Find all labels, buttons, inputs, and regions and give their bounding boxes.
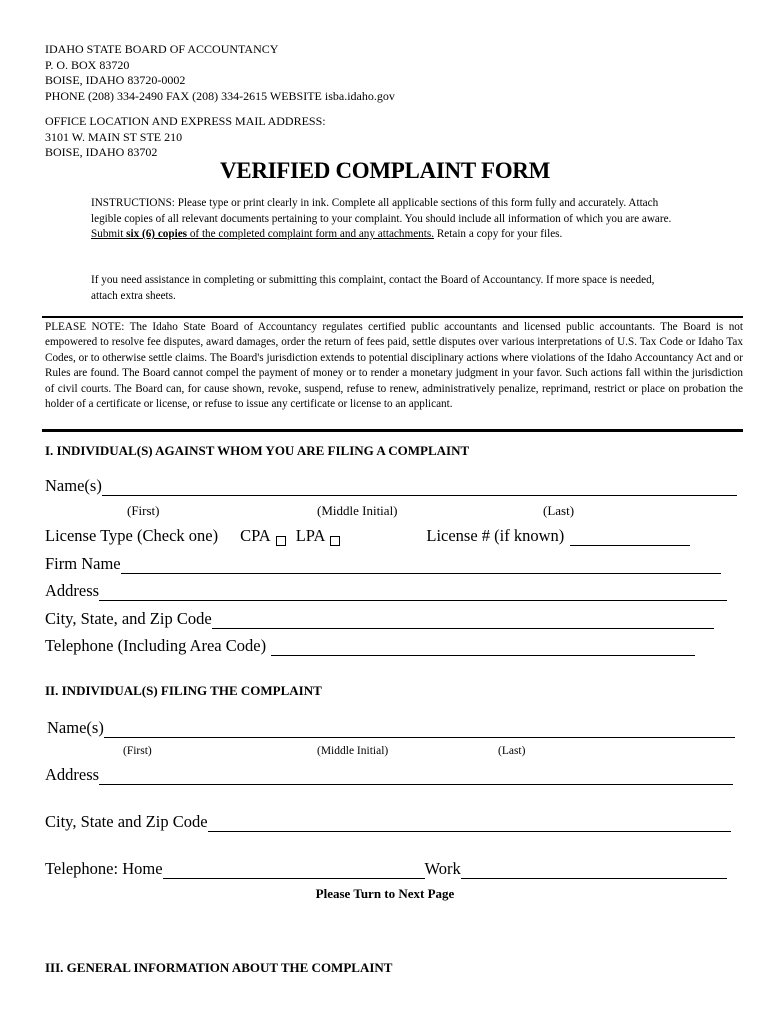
respondent-city-input[interactable]: [212, 613, 714, 629]
copies-count: six (6) copies: [126, 228, 188, 240]
complainant-city-input[interactable]: [208, 816, 731, 832]
home-phone-label: Telephone: Home: [45, 859, 163, 878]
complainant-address-field: [45, 765, 733, 785]
middle-initial-caption-2: (Middle Initial): [317, 745, 389, 757]
work-phone-input[interactable]: [461, 863, 727, 879]
middle-initial-caption: (Middle Initial): [317, 503, 398, 518]
last-caption-2: (Last): [498, 745, 526, 757]
first-caption-2: (First): [123, 745, 152, 757]
license-type-label: License Type (Check one): [45, 526, 219, 545]
firm-name-label: Firm Name: [45, 554, 121, 573]
firm-name-field: [45, 554, 721, 574]
complainant-names-field: [47, 718, 735, 738]
names-label-2: Name(s): [47, 718, 104, 737]
office-city: BOISE, IDAHO 83702: [45, 145, 158, 159]
section-2-heading: II. INDIVIDUAL(S) FILING THE COMPLAINT: [45, 683, 322, 698]
form-title: VERIFIED COMPLAINT FORM: [219, 158, 550, 183]
city-state-zip-label-2: City, State and Zip Code: [45, 812, 208, 831]
assistance-paragraph: If you need assistance in completing or submitting this complaint, contact the Board of Accountancy. If more space is needed, attach extra sheets.: [91, 274, 655, 302]
section-3-heading: III. GENERAL INFORMATION ABOUT THE COMPLAINT: [45, 960, 393, 975]
city-zip: BOISE, IDAHO 83720-0002: [45, 73, 186, 87]
city-state-zip-label: City, State, and Zip Code: [45, 609, 212, 628]
lpa-label: LPA: [295, 526, 326, 545]
cpa-label: CPA: [240, 526, 271, 545]
please-note-paragraph: PLEASE NOTE: The Idaho State Board of Accountancy regulates certified public accountants and licensed public accountants. The Board is not empowered to resolve fee disputes, award damages, order the return of fees paid, settle disputes over various interpretations of U.S. Tax Code or Idaho Tax Codes, or to otherwise settle claims. The Board's jurisdiction extends to potential disciplinary actions where violations of the Idaho Accountancy Act and or Rules are found. The Board cannot compel the payment of money or to render a monetary judgment in your favor. Such actions fall within the jurisdiction of civil courts. The Board can, for cause shown, revoke, suspend, refuse to renew, administratively penalize, reprimand, restrict or place on probation the holder of a certificate or license, or refuse to issue any certificate or license to an applicant.: [45, 321, 743, 411]
instructions-text-1: INSTRUCTIONS: Please type or print clearly in ink. Complete all applicable sections of this form fully and accurately. Attach legible copies of all relevant documents pertaining to your complaint. You should include all information of which you are aware.: [91, 197, 672, 225]
contact-line: PHONE (208) 334-2490 FAX (208) 334-2615 WEBSITE isba.idaho.gov: [45, 88, 395, 103]
copies-rest: of the completed complaint form and any attachments.: [187, 228, 435, 240]
org-name: IDAHO STATE BOARD OF ACCOUNTANCY: [45, 42, 279, 56]
respondent-phone-input[interactable]: [271, 640, 695, 656]
firm-name-input[interactable]: [121, 558, 721, 574]
work-phone-label: Work: [424, 859, 461, 878]
respondent-phone-field: [45, 636, 695, 656]
license-number-input[interactable]: [570, 530, 690, 546]
section-1-heading: I. INDIVIDUAL(S) AGAINST WHOM YOU ARE FILING A COMPLAINT: [45, 443, 470, 458]
first-caption: (First): [127, 503, 160, 518]
address-label: Address: [45, 581, 100, 600]
complainant-names-input[interactable]: [104, 722, 735, 738]
board-address-block: [45, 42, 395, 104]
submit-copies-text: [91, 228, 434, 240]
home-phone-input[interactable]: [163, 863, 425, 879]
address-label-2: Address: [45, 765, 100, 784]
instructions-text-3: Retain a copy for your files.: [434, 228, 563, 240]
complainant-phone-field: [45, 859, 727, 879]
submit-text: Submit: [91, 228, 127, 240]
respondent-names-field: [45, 476, 737, 496]
office-address-block: [45, 114, 326, 161]
po-box: P. O. BOX 83720: [45, 57, 130, 72]
note-top-rule: [42, 316, 743, 318]
respondent-address-field: [45, 581, 727, 601]
office-heading: OFFICE LOCATION AND EXPRESS MAIL ADDRESS:: [45, 114, 326, 128]
complainant-address-input[interactable]: [99, 769, 733, 785]
telephone-label: Telephone (Including Area Code): [45, 636, 267, 655]
cpa-checkbox[interactable]: [276, 536, 286, 546]
instructions-paragraph: [91, 196, 683, 243]
names-label: Name(s): [45, 476, 102, 495]
license-type-row: [45, 526, 690, 546]
turn-page-notice: Please Turn to Next Page: [315, 886, 455, 901]
note-bottom-rule: [42, 429, 743, 432]
complainant-city-field: [45, 812, 731, 832]
respondent-address-input[interactable]: [99, 585, 727, 601]
lpa-checkbox[interactable]: [330, 536, 340, 546]
last-caption: (Last): [543, 503, 575, 518]
respondent-names-input[interactable]: [102, 480, 737, 496]
office-street: 3101 W. MAIN ST STE 210: [45, 129, 183, 144]
license-number-label: License # (if known): [426, 526, 565, 545]
respondent-city-field: [45, 609, 714, 629]
